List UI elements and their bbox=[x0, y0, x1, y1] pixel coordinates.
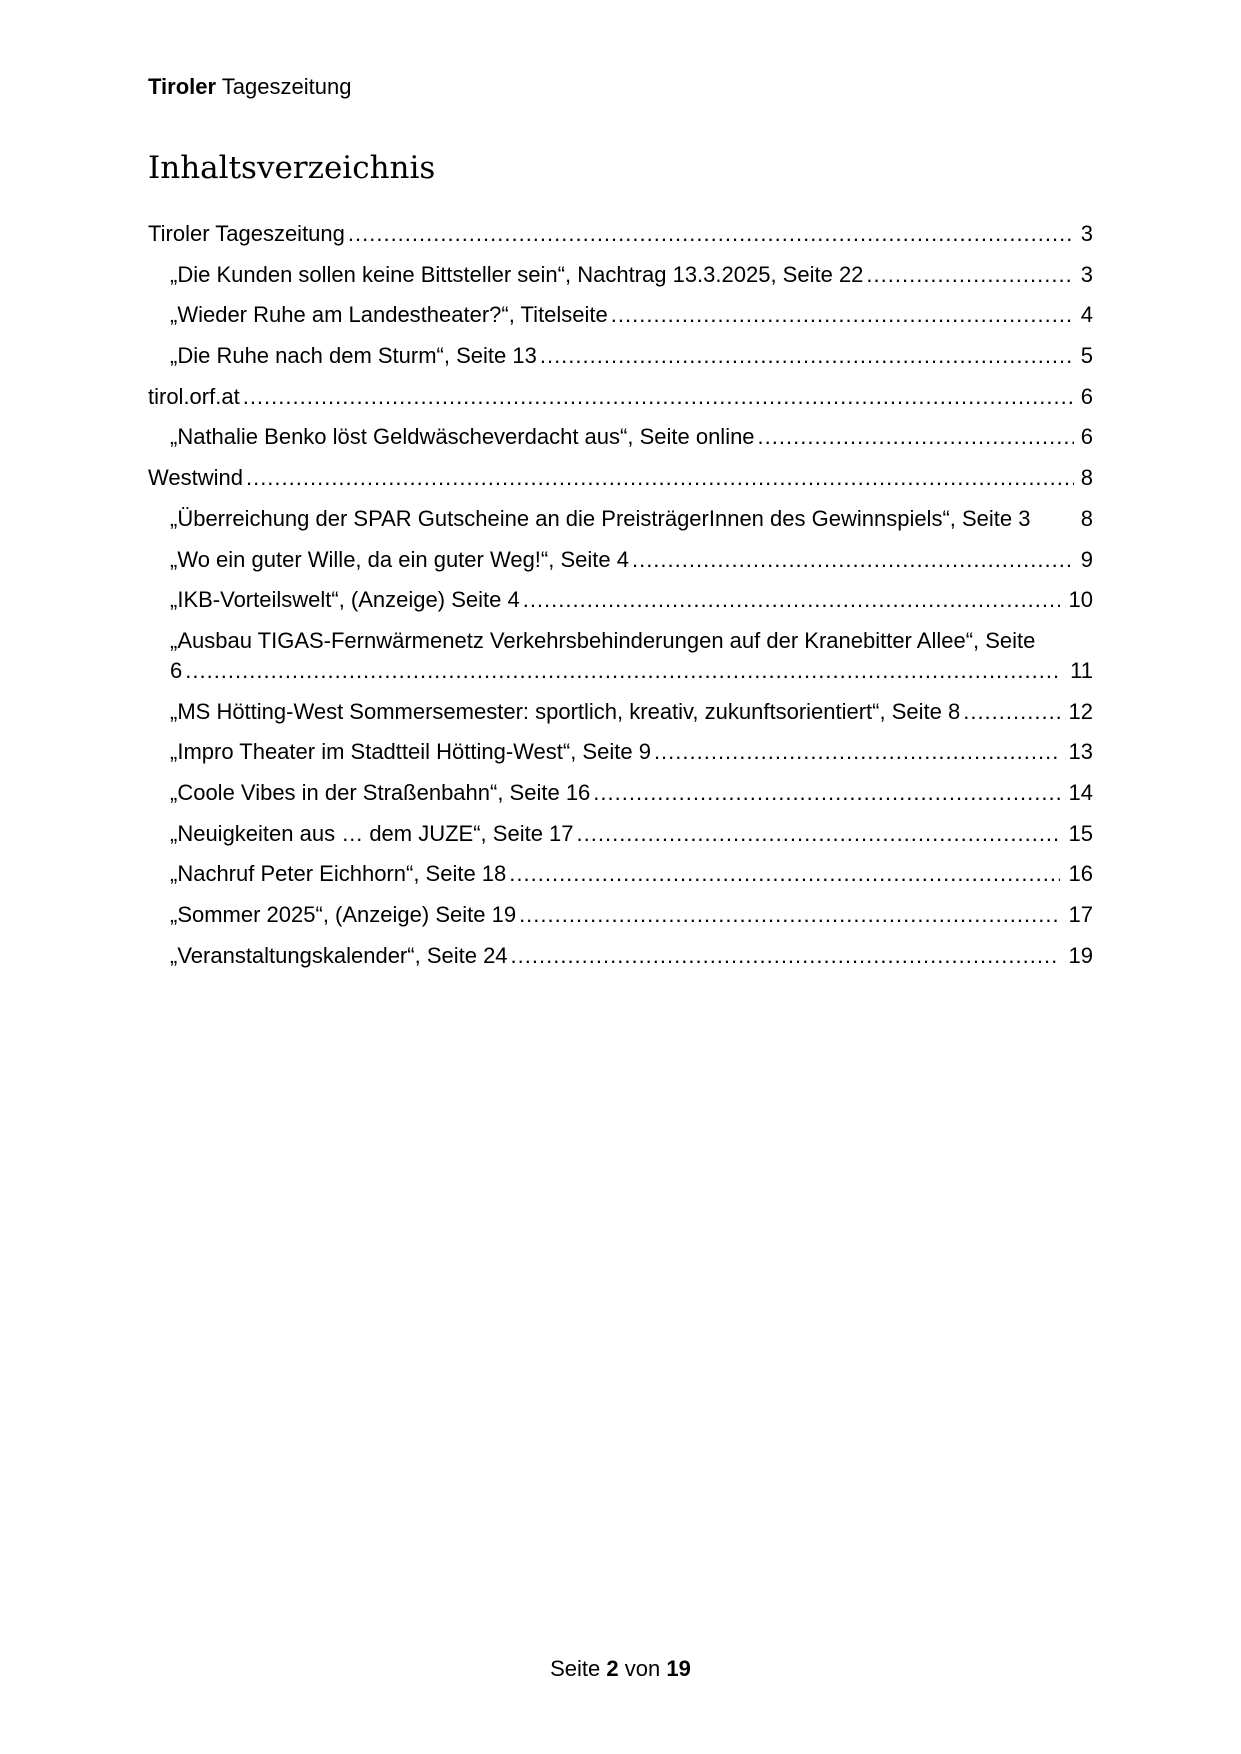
toc-dot-leader bbox=[654, 737, 1060, 767]
toc-entry-label: „Nathalie Benko löst Geldwäscheverdacht aus“, Seite online bbox=[170, 424, 755, 450]
toc-entry-label: Westwind bbox=[148, 465, 243, 491]
toc-entry[interactable] bbox=[170, 819, 1093, 849]
toc-entry-page: 10 bbox=[1068, 587, 1093, 613]
toc-entry-label: Tiroler Tageszeitung bbox=[148, 221, 345, 246]
toc-entry-label: tirol.orf.at bbox=[148, 383, 240, 409]
toc-entry[interactable] bbox=[170, 545, 1093, 575]
toc-entry-page: 6 bbox=[1080, 383, 1093, 409]
toc-title: Inhaltsverzeichnis bbox=[148, 150, 436, 186]
toc-entry[interactable] bbox=[170, 626, 1093, 686]
toc-dot-leader bbox=[511, 941, 1060, 971]
toc-entry-page: 5 bbox=[1080, 343, 1093, 369]
toc-dot-leader bbox=[185, 656, 1060, 686]
toc-entry[interactable] bbox=[170, 422, 1093, 452]
toc-entry-label: „Wieder Ruhe am Landestheater?“, Titelseite bbox=[170, 302, 608, 328]
header-brand-rest: Tageszeitung bbox=[221, 74, 352, 99]
toc-entry[interactable] bbox=[170, 697, 1093, 727]
toc-entry-label: „Überreichung der SPAR Gutscheine an die PreisträgerInnen des Gewinnspiels“, Seite 3 bbox=[170, 505, 1031, 531]
toc-entry-label: „Coole Vibes in der Straßenbahn“, Seite 16 bbox=[170, 779, 591, 805]
toc-entry[interactable] bbox=[170, 737, 1093, 767]
toc-entry-page: 9 bbox=[1080, 546, 1093, 572]
toc-entry[interactable] bbox=[170, 341, 1093, 371]
toc-dot-leader bbox=[509, 859, 1060, 889]
toc-entry-label-line2: 6 bbox=[170, 657, 183, 683]
toc-dot-leader bbox=[348, 219, 1074, 249]
footer-current-page: 2 bbox=[606, 1656, 619, 1681]
footer-total-pages: 19 bbox=[666, 1656, 691, 1681]
toc-entry-page: 14 bbox=[1068, 779, 1093, 805]
toc-entry[interactable] bbox=[170, 260, 1093, 290]
toc-entry-label: „Wo ein guter Wille, da ein guter Weg!“, Seite 4 bbox=[170, 546, 629, 572]
toc-entry-label: „Veranstaltungskalender“, Seite 24 bbox=[170, 942, 508, 968]
toc-dot-leader bbox=[523, 585, 1060, 615]
toc-entry-page: 17 bbox=[1068, 902, 1093, 927]
toc-entry-page: 4 bbox=[1080, 302, 1093, 328]
toc-entry-page: 6 bbox=[1080, 424, 1093, 450]
toc-entry-page: 8 bbox=[1080, 465, 1093, 491]
toc-entry-label: „Neuigkeiten aus … dem JUZE“, Seite 17 bbox=[170, 820, 574, 846]
toc-dot-leader bbox=[963, 697, 1060, 727]
toc-entry-page: 13 bbox=[1068, 739, 1093, 765]
toc-entry-page: 15 bbox=[1068, 820, 1093, 846]
header-brand-bold: Tiroler bbox=[148, 74, 217, 99]
toc-entry-label-line1: „Ausbau TIGAS-Fernwärmenetz Verkehrsbehinderungen auf der Kranebitter Allee“, Seite bbox=[170, 627, 1036, 653]
toc-entry-label: „Nachruf Peter Eichhorn“, Seite 18 bbox=[170, 861, 507, 887]
toc-dot-leader bbox=[593, 778, 1060, 808]
footer-prefix: Seite bbox=[550, 1656, 601, 1681]
toc-entry[interactable] bbox=[170, 859, 1093, 889]
toc-entry-westwind[interactable] bbox=[148, 463, 1093, 493]
toc-entry-tirol-orf[interactable] bbox=[148, 382, 1093, 412]
toc-entry-label: „IKB-Vorteilswelt“, (Anzeige) Seite 4 bbox=[170, 587, 520, 613]
toc-entry[interactable] bbox=[170, 585, 1093, 615]
toc-entry-label: „MS Hötting-West Sommersemester: sportlich, kreativ, zukunftsorientiert“, Seite 8 bbox=[170, 698, 961, 724]
page-footer bbox=[0, 1654, 1241, 1684]
toc-entry-label: „Impro Theater im Stadtteil Hötting-West“, Seite 9 bbox=[170, 739, 651, 765]
toc-dot-leader bbox=[632, 545, 1074, 575]
toc-entry[interactable] bbox=[170, 778, 1093, 808]
toc-entry[interactable] bbox=[170, 504, 1093, 534]
toc-entry[interactable] bbox=[170, 900, 1093, 930]
toc-entry[interactable] bbox=[170, 300, 1093, 330]
toc-entry-page: 11 bbox=[1070, 657, 1093, 683]
toc-entry-page: 12 bbox=[1068, 698, 1093, 724]
toc-dot-leader bbox=[540, 341, 1074, 371]
toc-entry-page: 16 bbox=[1068, 861, 1093, 887]
page-header bbox=[148, 72, 351, 102]
toc-entry-label: „Sommer 2025“, (Anzeige) Seite 19 bbox=[170, 902, 517, 927]
toc-dot-leader bbox=[577, 819, 1060, 849]
toc-entry-tiroler-tageszeitung[interactable] bbox=[148, 219, 1093, 249]
table-of-contents bbox=[148, 219, 1093, 981]
toc-dot-leader bbox=[243, 382, 1074, 412]
toc-dot-leader bbox=[246, 463, 1074, 493]
toc-entry-label: „Die Kunden sollen keine Bittsteller sein“, Nachtrag 13.3.2025, Seite 22 bbox=[170, 261, 864, 287]
toc-entry-page: 3 bbox=[1080, 221, 1093, 246]
toc-dot-leader bbox=[866, 260, 1074, 290]
toc-entry[interactable] bbox=[170, 941, 1093, 971]
toc-entry-page: 3 bbox=[1080, 261, 1093, 287]
toc-dot-leader bbox=[758, 422, 1074, 452]
footer-middle: von bbox=[624, 1656, 661, 1681]
toc-entry-page: 19 bbox=[1068, 942, 1093, 968]
toc-entry-label: „Die Ruhe nach dem Sturm“, Seite 13 bbox=[170, 343, 537, 369]
toc-entry-page: 8 bbox=[1080, 505, 1093, 531]
toc-dot-leader bbox=[519, 900, 1060, 930]
toc-dot-leader bbox=[611, 300, 1074, 330]
